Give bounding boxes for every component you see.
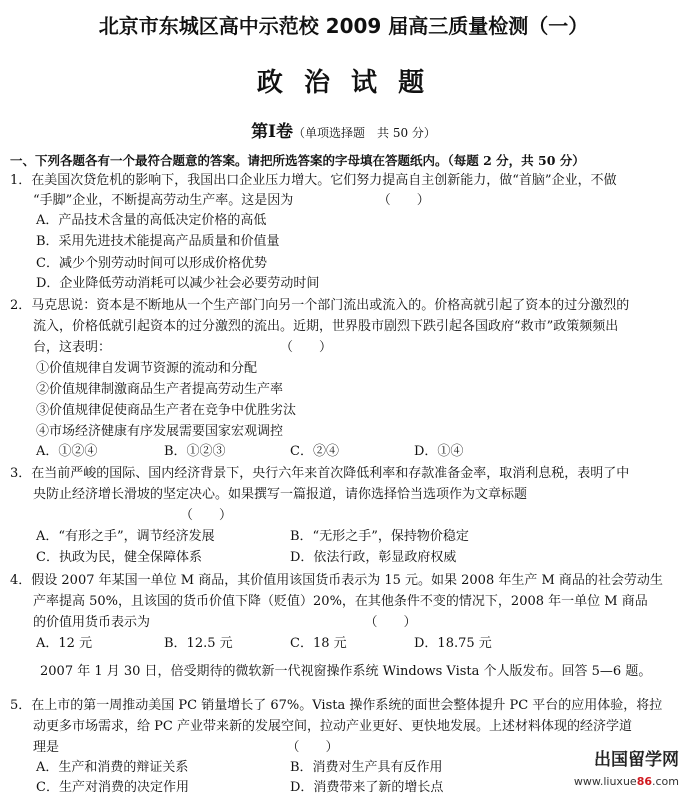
q5-stem-line2: 动更多市场需求，给 PC 产业带来新的发展空间，拉动产业更好、更快地发展。上述材料体现的经济学道 (33, 719, 632, 734)
q4-option-a: A．12 元 (36, 636, 93, 651)
q1-option-a: A．产品技术含量的高低决定价格的高低 (36, 213, 267, 228)
q3-stem-line3: （ ） (180, 508, 233, 523)
q5-option-a: A．生产和消费的辩证关系 (36, 760, 189, 775)
q2-item-1: ①价值规律自发调节资源的流动和分配 (36, 361, 258, 376)
passage-text: 2007 年 1 月 30 日，倍受期待的微软新一代视窗操作系统 Windows Vista 个人版发布。回答 5—6 题。 (40, 664, 652, 679)
q2-stem-line2: 流入，价格低就引起资本的过分激烈的流出。近期，世界股市剧烈下跌引起各国政府“救市”政策频频出 (33, 319, 619, 334)
q3-stem-line1: 3．在当前严峻的国际、国内经济背景下，央行六年来首次降低利率和存款准备金率，取消利息税，表明了中 (10, 466, 630, 481)
q2-option-a: A．①②④ (36, 444, 98, 459)
watermark-url-highlight: 86 (636, 775, 652, 788)
q3-option-a: A．“有形之手”，调节经济发展 (36, 529, 215, 544)
q3-stem-line2: 央防止经济增长滑坡的坚定决心。如果撰写一篇报道，请你选择恰当选项作为文章标题 (33, 487, 528, 502)
watermark-url (574, 775, 679, 788)
q5-option-c: C．生产对消费的决定作用 (36, 780, 189, 795)
site-watermark (574, 745, 679, 789)
q2-item-4: ④市场经济健康有序发展需要国家宏观调控 (36, 424, 284, 439)
q2-stem-line1: 2．马克思说：资本是不断地从一个生产部门向另一个部门流出或流入的。价格高就引起了资本的过分激烈的 (10, 298, 630, 313)
section-note: （单项选择题 共 50 分） (293, 126, 436, 140)
q1-option-d: D．企业降低劳动消耗可以减少社会必要劳动时间 (36, 276, 320, 291)
q5-option-d: D．消费带来了新的增长点 (290, 780, 444, 795)
q4-stem-line1: 4．假设 2007 年某国一单位 M 商品，其价值用该国货币表示为 15 元。如果 2008 年生产 M 商品的社会劳动生 (10, 573, 663, 588)
q4-option-b: B．12.5 元 (164, 636, 233, 651)
q3-option-d: D．依法行政，彰显政府权威 (290, 550, 457, 565)
q2-item-3: ③价值规律促使商品生产者在竞争中优胜劣汰 (36, 403, 297, 418)
exam-subject: 政 治 试 题 (256, 68, 431, 98)
q4-option-d: D．18.75 元 (414, 636, 492, 651)
q4-option-c: C．18 元 (290, 636, 347, 651)
q4-stem-line3: 的价值用货币表示为 （ ） (33, 615, 417, 630)
section-heading (0, 117, 687, 142)
q4-stem-line2: 产率提高 50%，且该国的货币价值下降（贬值）20%，在其他条件不变的情况下，2008 年一单位 M 商品 (33, 594, 648, 609)
q1-stem-line2: “手脚”企业，不断提高劳动生产率。这是因为 （ ） (33, 193, 430, 208)
watermark-url-prefix: www.liuxue (573, 775, 637, 788)
q5-stem-line1: 5．在上市的第一周推动美国 PC 销量增长了 67%。Vista 操作系统的面世会整体提升 PC 平台的应用体验，将拉 (10, 698, 663, 713)
q2-stem-line3: 台，这表明： （ ） (33, 340, 333, 355)
q1-option-b: B．采用先进技术能提高产品质量和价值量 (36, 234, 280, 249)
q2-option-c: C．②④ (290, 444, 339, 459)
q5-stem-line3: 理是 （ ） (33, 740, 339, 755)
q5-option-b: B．消费对生产具有反作用 (290, 760, 443, 775)
instructions: 一、下列各题各有一个最符合题意的答案。请把所选答案的字母填在答题纸内。（每题 2 分，共 50 分） (10, 153, 585, 168)
q3-option-b: B．“无形之手”，保持物价稳定 (290, 529, 469, 544)
exam-title: 北京市东城区高中示范校 2009 届高三质量检测（一） (98, 14, 589, 38)
q2-option-b: B．①②③ (164, 444, 226, 459)
q2-option-d: D．①④ (414, 444, 464, 459)
watermark-url-suffix: .com (652, 775, 679, 788)
q1-stem-line1: 1．在美国次贷危机的影响下，我国出口企业压力增大。它们努力提高自主创新能力，做“首脑”企业，不做 (10, 173, 617, 188)
q1-option-c: C．减少个别劳动时间可以形成价格优势 (36, 256, 267, 271)
q3-option-c: C．执政为民，健全保障体系 (36, 550, 202, 565)
q2-item-2: ②价值规律制激商品生产者提高劳动生产率 (36, 382, 284, 397)
section-main: 第Ⅰ卷 (251, 122, 294, 142)
watermark-name: 出国留学网 (594, 750, 679, 770)
